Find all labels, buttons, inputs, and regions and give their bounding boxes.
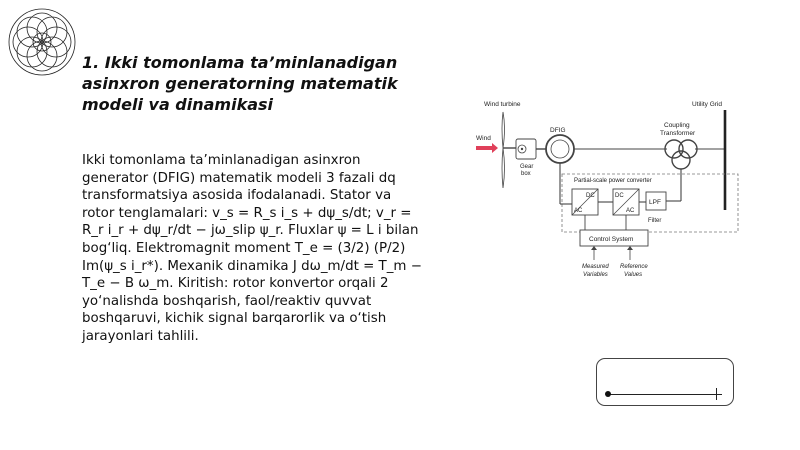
reference-values-label-2: Values [624, 272, 643, 278]
dfig-label: DFIG [550, 127, 566, 134]
wind-arrow-icon [476, 143, 498, 153]
circular-pattern-logo [2, 2, 82, 82]
converter-label: Partial-scale power converter [574, 178, 652, 184]
filter-label: Filter [648, 218, 662, 224]
gear-box-label-2: box [521, 171, 531, 177]
slider-end-marker-h [711, 394, 722, 395]
converter-2-dc-label: DC [615, 193, 624, 199]
slider-start-dot[interactable] [605, 391, 611, 397]
slide-body-text: Ikki tomonlama ta’minlanadigan asinxron generator (DFIG) matematik modeli 3 fazali dq transformatsiya asosida ifodalanadi. Stator va rotor tenglamalari: v_s = R_s i_s + dψ_s/dt; v_r = R_r i_r + dψ_r/dt − jω_slip ψ_r. Fluxlar ψ = L i bilan bog‘liq. Elektromagnit moment T_e = (3/2) (P/2) Im(ψ_s i_r*). Mexanik dinamika J dω_m/dt = T_m − T_e − B ω_m. Kiritish: rotor konvertor orqali 2 yo‘nalishda boshqarish, faol/reaktiv quvvat boshqaruvi, kichik signal barqarorlik va o‘tish jarayonlari tahlili. [82, 153, 422, 344]
control-system-label: Control System [589, 236, 634, 243]
coupling-transformer-label-2: Transformer [660, 130, 696, 137]
reference-values-label: Reference [620, 264, 648, 270]
reference-arrow-icon [627, 246, 633, 250]
dfig-system-diagram [470, 96, 760, 286]
converter-1-ac-label: AC [574, 208, 583, 214]
coupling-transformer-label: Coupling [664, 122, 690, 129]
converter-1-dc-label: DC [586, 193, 595, 199]
slide-title: 1. Ikki tomonlama ta’minlanadigan asinxron generatorning matematik modeli va dinamikasi [82, 53, 398, 114]
turbine-blades-icon [502, 112, 505, 188]
slider-track[interactable] [609, 394, 717, 395]
lpf-label: LPF [649, 199, 661, 206]
wind-label: Wind [476, 135, 491, 142]
converter-2-ac-label: AC [626, 208, 635, 214]
wind-turbine-label: Wind turbine [484, 101, 521, 108]
slider-widget[interactable] [596, 358, 734, 406]
coupling-transformer-icon [665, 140, 697, 169]
measured-variables-label: Measured [582, 264, 609, 270]
measured-variables-label-2: Variables [583, 272, 608, 278]
measured-arrow-icon [591, 246, 597, 250]
gear-box-label: Gear [520, 164, 534, 170]
dfig-generator [546, 135, 574, 163]
utility-grid-label: Utility Grid [692, 101, 722, 108]
